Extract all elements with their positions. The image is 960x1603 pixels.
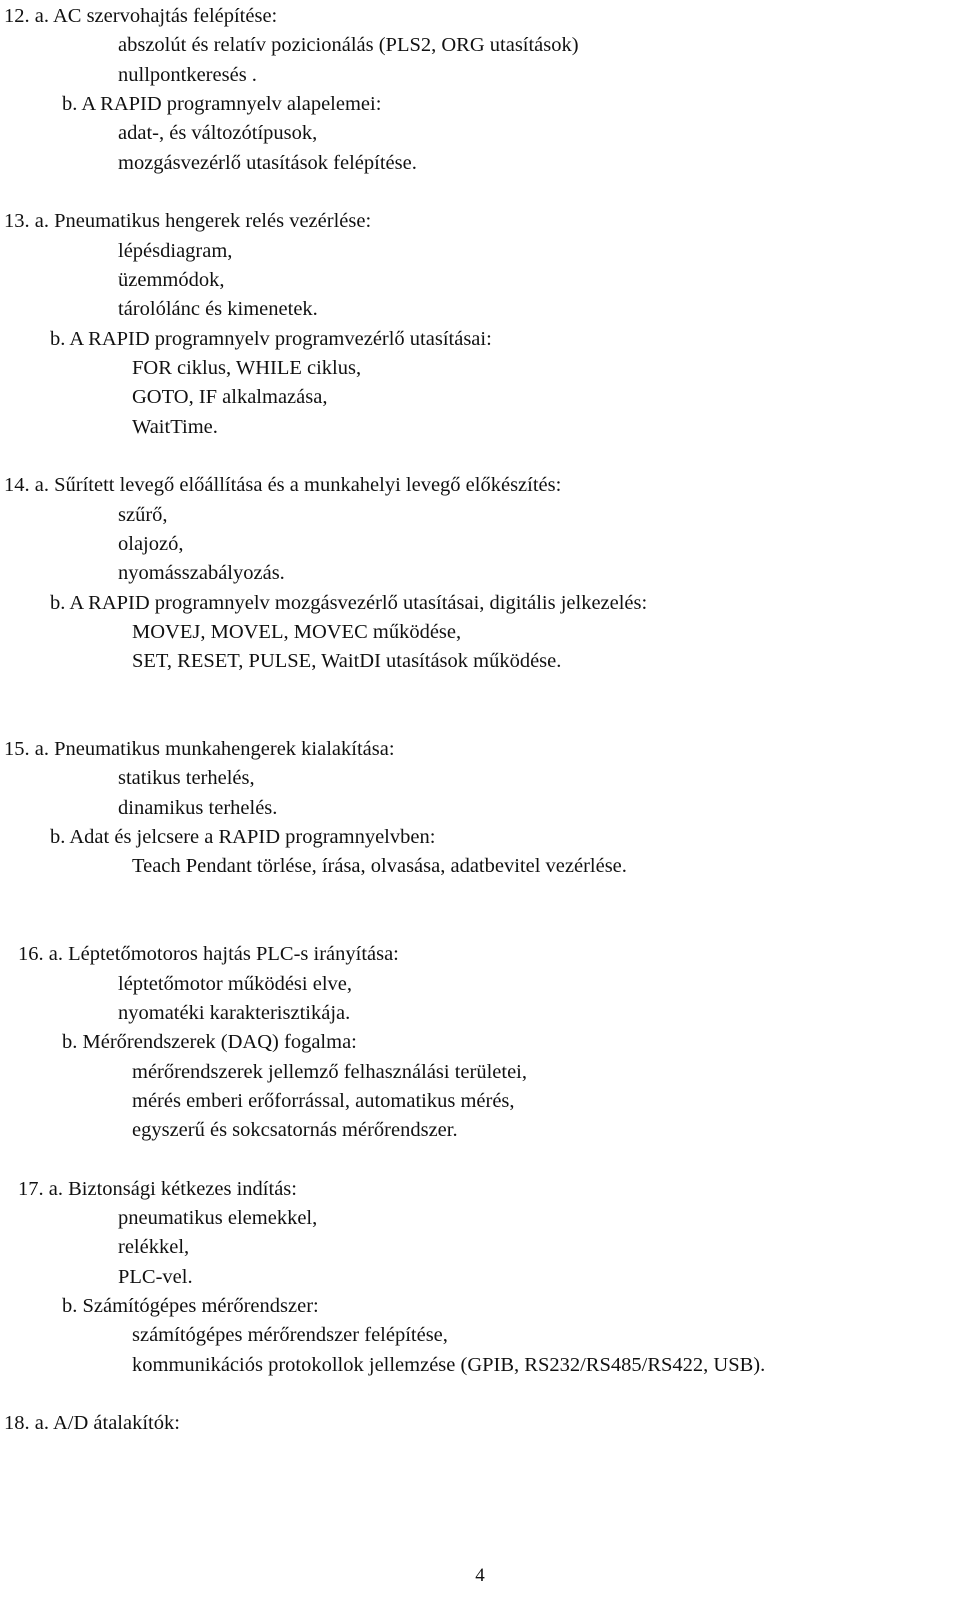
item-17a-heading: 17. a. Biztonsági kétkezes indítás: [18, 1178, 297, 1200]
item-17a-line-1: pneumatikus elemekkel, [118, 1207, 318, 1229]
item-16b-line-1: mérőrendszerek jellemző felhasználási területei, [132, 1061, 527, 1083]
item-13a-line-3: tárolólánc és kimenetek. [118, 298, 318, 320]
item-12a-heading: 12. a. AC szervohajtás felépítése: [4, 5, 278, 27]
item-13a-line-2: üzemmódok, [118, 269, 225, 291]
item-13b-line-1: FOR ciklus, WHILE ciklus, [132, 357, 362, 379]
item-12a-line-1: abszolút és relatív pozicionálás (PLS2, ORG utasítások) [118, 34, 579, 56]
item-12b-line-1: adat-, és változótípusok, [118, 122, 318, 144]
item-16b-line-3: egyszerű és sokcsatornás mérőrendszer. [132, 1119, 458, 1141]
item-13b-heading: b. A RAPID programnyelv programvezérlő utasításai: [50, 328, 492, 350]
item-14b-line-2: SET, RESET, PULSE, WaitDI utasítások működése. [132, 650, 562, 672]
item-14a-line-1: szűrő, [118, 504, 168, 526]
item-17a-line-3: PLC-vel. [118, 1266, 193, 1288]
item-16a-line-2: nyomatéki karakterisztikája. [118, 1002, 351, 1024]
item-15b-heading: b. Adat és jelcsere a RAPID programnyelvben: [50, 826, 436, 848]
item-14b-line-1: MOVEJ, MOVEL, MOVEC működése, [132, 621, 462, 643]
item-15a-heading: 15. a. Pneumatikus munkahengerek kialakítása: [4, 738, 395, 760]
item-14b-heading: b. A RAPID programnyelv mozgásvezérlő utasításai, digitális jelkezelés: [50, 592, 648, 614]
item-14a-heading: 14. a. Sűrített levegő előállítása és a munkahelyi levegő előkészítés: [4, 474, 562, 496]
item-16a-heading: 16. a. Léptetőmotoros hajtás PLC-s irányítása: [18, 943, 399, 965]
item-13b-line-2: GOTO, IF alkalmazása, [132, 386, 328, 408]
item-15b-line-1: Teach Pendant törlése, írása, olvasása, adatbevitel vezérlése. [132, 855, 627, 877]
item-14a-line-2: olajozó, [118, 533, 184, 555]
item-12b-line-2: mozgásvezérlő utasítások felépítése. [118, 152, 417, 174]
item-16a-line-1: léptetőmotor működési elve, [118, 973, 352, 995]
item-17b-line-1: számítógépes mérőrendszer felépítése, [132, 1324, 448, 1346]
item-16b-heading: b. Mérőrendszerek (DAQ) fogalma: [62, 1031, 357, 1053]
item-16b-line-2: mérés emberi erőforrással, automatikus mérés, [132, 1090, 515, 1112]
item-15a-line-1: statikus terhelés, [118, 767, 255, 789]
item-12b-heading: b. A RAPID programnyelv alapelemei: [62, 93, 382, 115]
item-13a-line-1: lépésdiagram, [118, 240, 233, 262]
item-12a-line-2: nullpontkeresés . [118, 64, 257, 86]
item-17b-line-2: kommunikációs protokollok jellemzése (GPIB, RS232/RS485/RS422, USB). [132, 1354, 766, 1376]
item-13a-heading: 13. a. Pneumatikus hengerek relés vezérlése: [4, 210, 372, 232]
item-17a-line-2: relékkel, [118, 1236, 190, 1258]
item-17b-heading: b. Számítógépes mérőrendszer: [62, 1295, 319, 1317]
item-13b-line-3: WaitTime. [132, 416, 218, 438]
item-15a-line-2: dinamikus terhelés. [118, 797, 278, 819]
page-number: 4 [475, 1565, 485, 1586]
item-14a-line-3: nyomásszabályozás. [118, 562, 285, 584]
item-18a-heading: 18. a. A/D átalakítók: [4, 1412, 180, 1434]
